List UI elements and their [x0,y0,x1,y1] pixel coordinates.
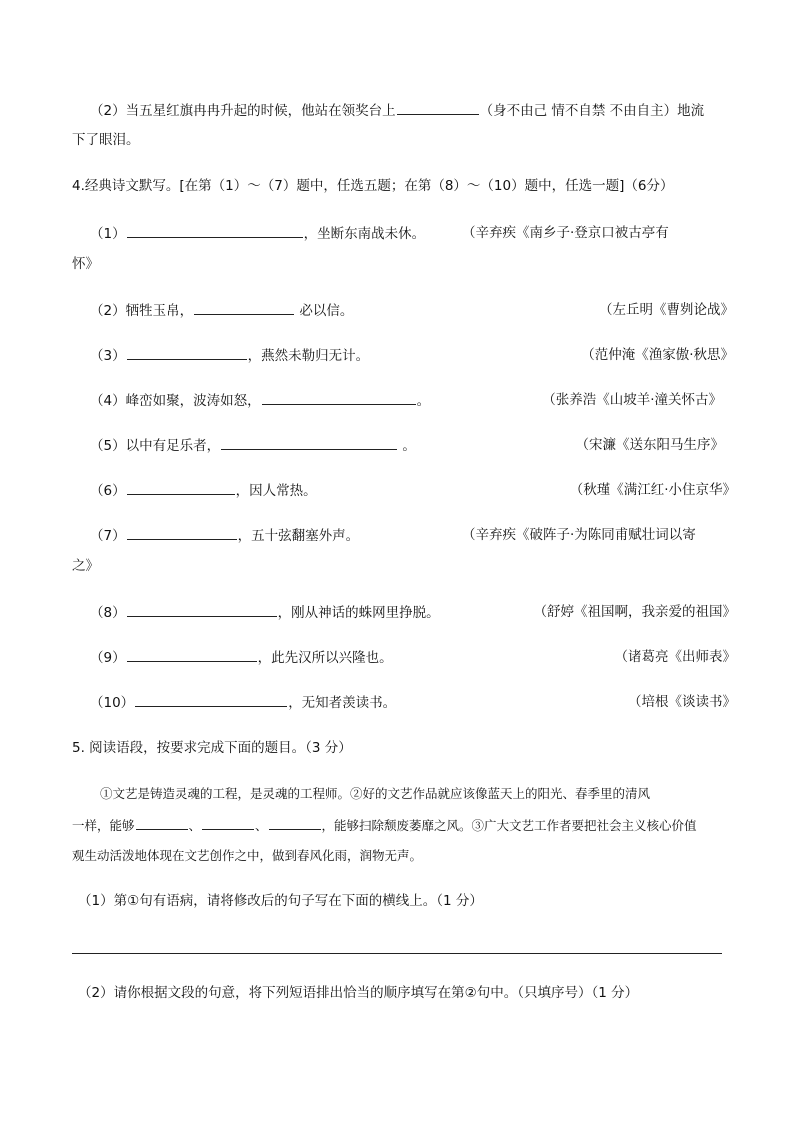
item-number: （9） [90,650,126,666]
q4-item-6-source: （秋瑾《满江红·小住京华》 [569,482,736,498]
q4-item-4 [90,390,430,411]
passage-blank-2[interactable] [202,815,254,830]
q4-item-10 [90,692,396,713]
q4-item-7-source: （辛弃疾《破阵子·为陈同甫赋壮词以寄 [462,527,696,543]
answer-blank[interactable] [397,100,479,115]
item-number: （6） [90,483,126,499]
q3-item2-after: （身不由己 情不自禁 不由自主）地流 [479,103,705,119]
q4-item-1-source-cont: 怀》 [72,256,99,272]
answer-blank[interactable] [127,602,277,617]
q3-item2-before: （2）当五星红旗冉冉升起的时候，他站在领奖台上 [90,103,396,119]
item-number: （7） [90,528,126,544]
q4-item-3-source: （范仲淹《渔家傲·秋思》 [581,347,734,363]
q5-passage-line2 [72,815,697,836]
passage-text: ，能够扫除颓废萎靡之风。③广大文艺工作者要把社会主义核心价值 [321,818,697,833]
item-text: ，刚从神话的蛛网里挣脱。 [277,605,440,621]
answer-blank[interactable] [135,692,287,707]
q4-item-2-source: （左丘明《曹刿论战》 [599,302,734,318]
q4-item-2 [90,300,353,321]
passage-separator: 、 [255,818,268,833]
q4-item-1-source: （辛弃疾《南乡子·登京口被古亭有 [462,225,669,241]
q4-item-6 [90,480,317,501]
item-text: 必以信。 [295,303,354,319]
q5-passage-line1: ①文艺是铸造灵魂的工程，是灵魂的工程师。②好的文艺作品就应该像蓝天上的阳光、春季里的清风 [100,786,651,801]
passage-separator: 、 [188,818,202,833]
answer-blank[interactable] [127,647,257,662]
q4-item-9-source: （诸葛亮《出师表》 [614,649,736,665]
item-number: （10） [90,695,135,711]
item-text: ，五十弦翻塞外声。 [237,528,360,544]
item-number: （5）以中有足乐者， [90,438,221,454]
item-text: ，无知者羡读书。 [288,695,397,711]
passage-blank-3[interactable] [269,815,321,830]
item-text: ，此先汉所以兴隆也。 [257,650,393,666]
q5-header: 5. 阅读语段，按要求完成下面的题目。（3 分） [72,740,352,756]
q4-item-1 [90,223,425,244]
q5-sub1-answer-line[interactable] [72,953,722,954]
answer-blank[interactable] [262,390,416,405]
q4-item-3 [90,345,369,366]
answer-blank[interactable] [127,480,235,495]
q4-item-7 [90,525,359,546]
answer-blank[interactable] [127,223,303,238]
q4-header: 4.经典诗文默写。[在第（1）～（7）题中，任选五题；在第（8）～（10）题中，任选一题]（6分） [72,178,674,194]
q4-item-5-source: （宋濂《送东阳马生序》 [575,437,724,453]
passage-blank-1[interactable] [136,815,188,830]
q5-sub1: （1）第①句有语病，请将修改后的句子写在下面的横线上。（1 分） [78,893,483,909]
item-text: 。 [398,438,416,454]
q4-item-8-source: （舒婷《祖国啊，我亲爱的祖国》 [533,604,736,620]
q4-item-9 [90,647,393,668]
item-text: 。 [416,393,431,409]
q4-item-5 [90,435,416,456]
q3-item2-line2: 下了眼泪。 [72,132,140,148]
item-text: ，因人常热。 [235,483,317,499]
q4-item-7-source-cont: 之》 [72,558,99,574]
item-text: ，燕然未勒归无计。 [247,348,370,364]
answer-blank[interactable] [221,435,397,450]
q4-item-4-source: （张养浩《山坡羊·潼关怀古》 [542,392,722,408]
answer-blank[interactable] [127,525,237,540]
item-number: （1） [90,226,126,242]
q4-item-10-source: （培根《谈读书》 [628,694,736,710]
item-number: （2）牺牲玉帛， [90,303,194,319]
answer-blank[interactable] [127,345,247,360]
answer-blank[interactable] [194,300,294,315]
passage-text: 一样，能够 [72,818,135,833]
q4-item-8 [90,602,440,623]
q5-sub2: （2）请你根据文段的句意，将下列短语排出恰当的顺序填写在第②句中。（只填序号）（1 分） [78,985,639,1001]
q3-item2-line1 [90,100,704,121]
item-number: （4）峰峦如聚，波涛如怒， [90,393,261,409]
q5-passage-line3: 观生动活泼地体现在文艺创作之中，做到春风化雨，润物无声。 [72,848,423,863]
item-number: （8） [90,605,126,621]
item-number: （3） [90,348,126,364]
item-text: ，坐断东南战未休。 [303,226,426,242]
